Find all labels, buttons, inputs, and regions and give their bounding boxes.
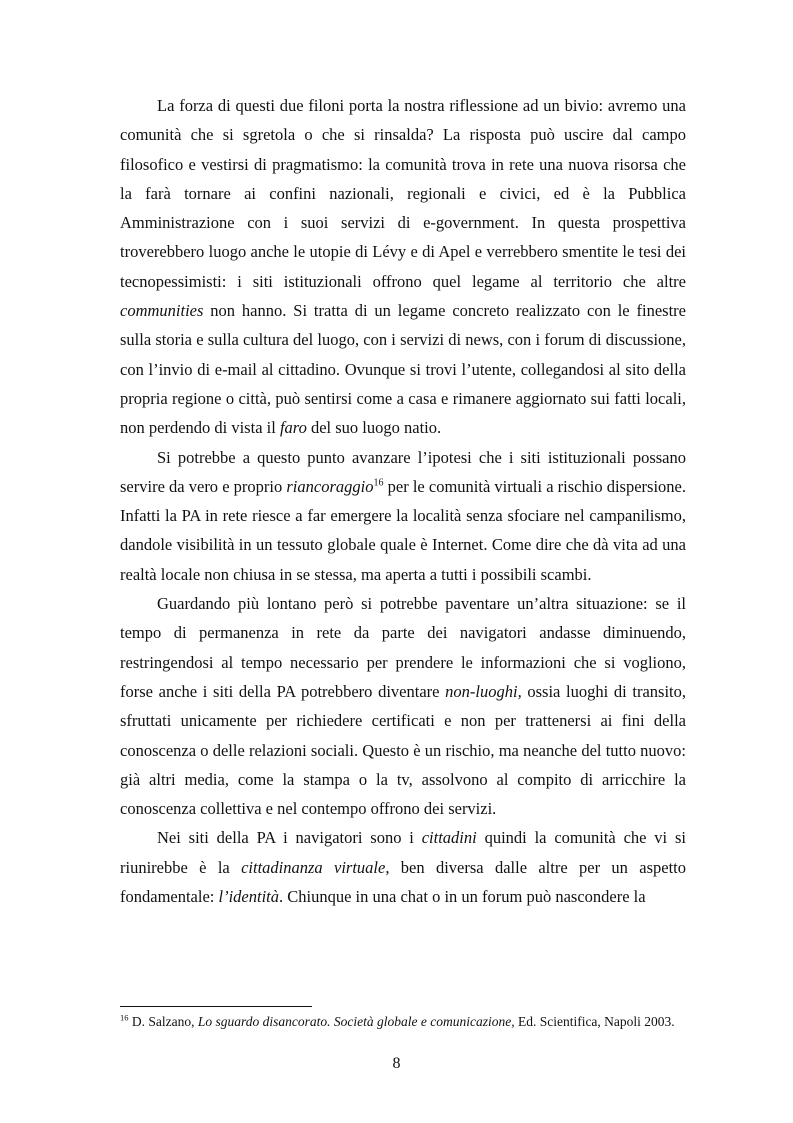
italic-run: Lo sguardo disancorato. Società globale e comunicazione, [197,1014,515,1029]
italic-run: faro [279,418,307,438]
footnote-separator [120,1006,312,1007]
text-run: D. Salzano, [128,1014,198,1029]
footnote-ref: 16 [373,477,384,489]
italic-run: non-luoghi, [445,681,522,701]
italic-run: riancoraggio [286,476,374,496]
text-run: non hanno. Si tratta di un legame concreto realizzato con le finestre sulla storia e sulla cultura del luogo, con i servizi di news, con i forum di discussione, con l’invio di e-mail al cittadino. Ovunque si trovi l’utente, collegandosi al sito della propria regione o città, può sentirsi come a casa e rimanere aggiornato sui fatti locali, non perdendo di vista il [120,301,686,438]
paragraph-4 [120,823,686,911]
text-run: Si potrebbe a questo punto avanzare l’ipotesi che i siti istituzionali possano servire da vero e proprio [120,447,686,496]
italic-run: l’identità [218,887,280,907]
paragraph-2 [120,443,686,589]
italic-run: cittadini [421,828,477,848]
text-run: Nei siti della PA i navigatori sono i [157,828,422,848]
text-run: , ben diversa dalle altre per un aspetto fondamentale: [120,857,687,907]
paragraph-3 [120,589,686,823]
text-run: per le comunità virtuali a rischio dispersione. Infatti la PA in rete riesce a far emergere la località senza sfociare nel campanilismo, dandole visibilità in un tessuto globale quale è Internet. Come dire che dà vita ad una realtà locale non chiusa in se stessa, ma aperta a tutti i possibili scambi. [120,476,686,584]
page-number: 8 [392,1055,401,1072]
footnote [120,1013,686,1030]
text-run: del suo luogo natio. [306,418,442,438]
text-run: ossia luoghi di transito, sfruttati unicamente per richiedere certificati e non per trattenersi ai fini della conoscenza o delle relazioni sociali. Questo è un rischio, ma neanche del tutto nuovo: già altri media, come la stampa o la tv, assolvono al compito di arricchire la conoscenza collettiva e nel contempo offrono dei servizi. [120,681,686,819]
text-run: quindi la comunità che vi si riunirebbe è la [120,828,686,877]
text-run: Ed. Scientifica, Napoli 2003. [514,1014,675,1029]
italic-run: communities [120,301,204,321]
body-text [120,91,686,911]
footnote-number: 16 [120,1012,129,1023]
text-run: . Chiunque in una chat o in un forum può nascondere la [279,887,646,907]
italic-run: cittadinanza virtuale [241,857,386,877]
text-run: La forza di questi due filoni porta la nostra riflessione ad un bivio: avremo una comunità che si sgretola o che si rinsalda? La risposta può uscire dal campo filosofico e vestirsi di pragmatismo: la comunità trova in rete una nuova risorsa che la farà tornare ai confini nazionali, regionali e civici, ed è la Pubblica Amministrazione con i suoi servizi di e-government. In questa prospettiva troverebbero luogo anche le utopie di Lévy e di Apel e verrebbero smentite le tesi dei tecnopessimisti: i siti istituzionali offrono quel legame al territorio che altre [120,96,686,291]
text-run: Guardando più lontano però si potrebbe paventare un’altra situazione: se il tempo di permanenza in rete da parte dei navigatori andasse diminuendo, restringendosi al tempo necessario per prendere le informazioni che si vogliono, forse anche i siti della PA potrebbero diventare [120,594,686,701]
paragraph-1 [120,91,686,443]
